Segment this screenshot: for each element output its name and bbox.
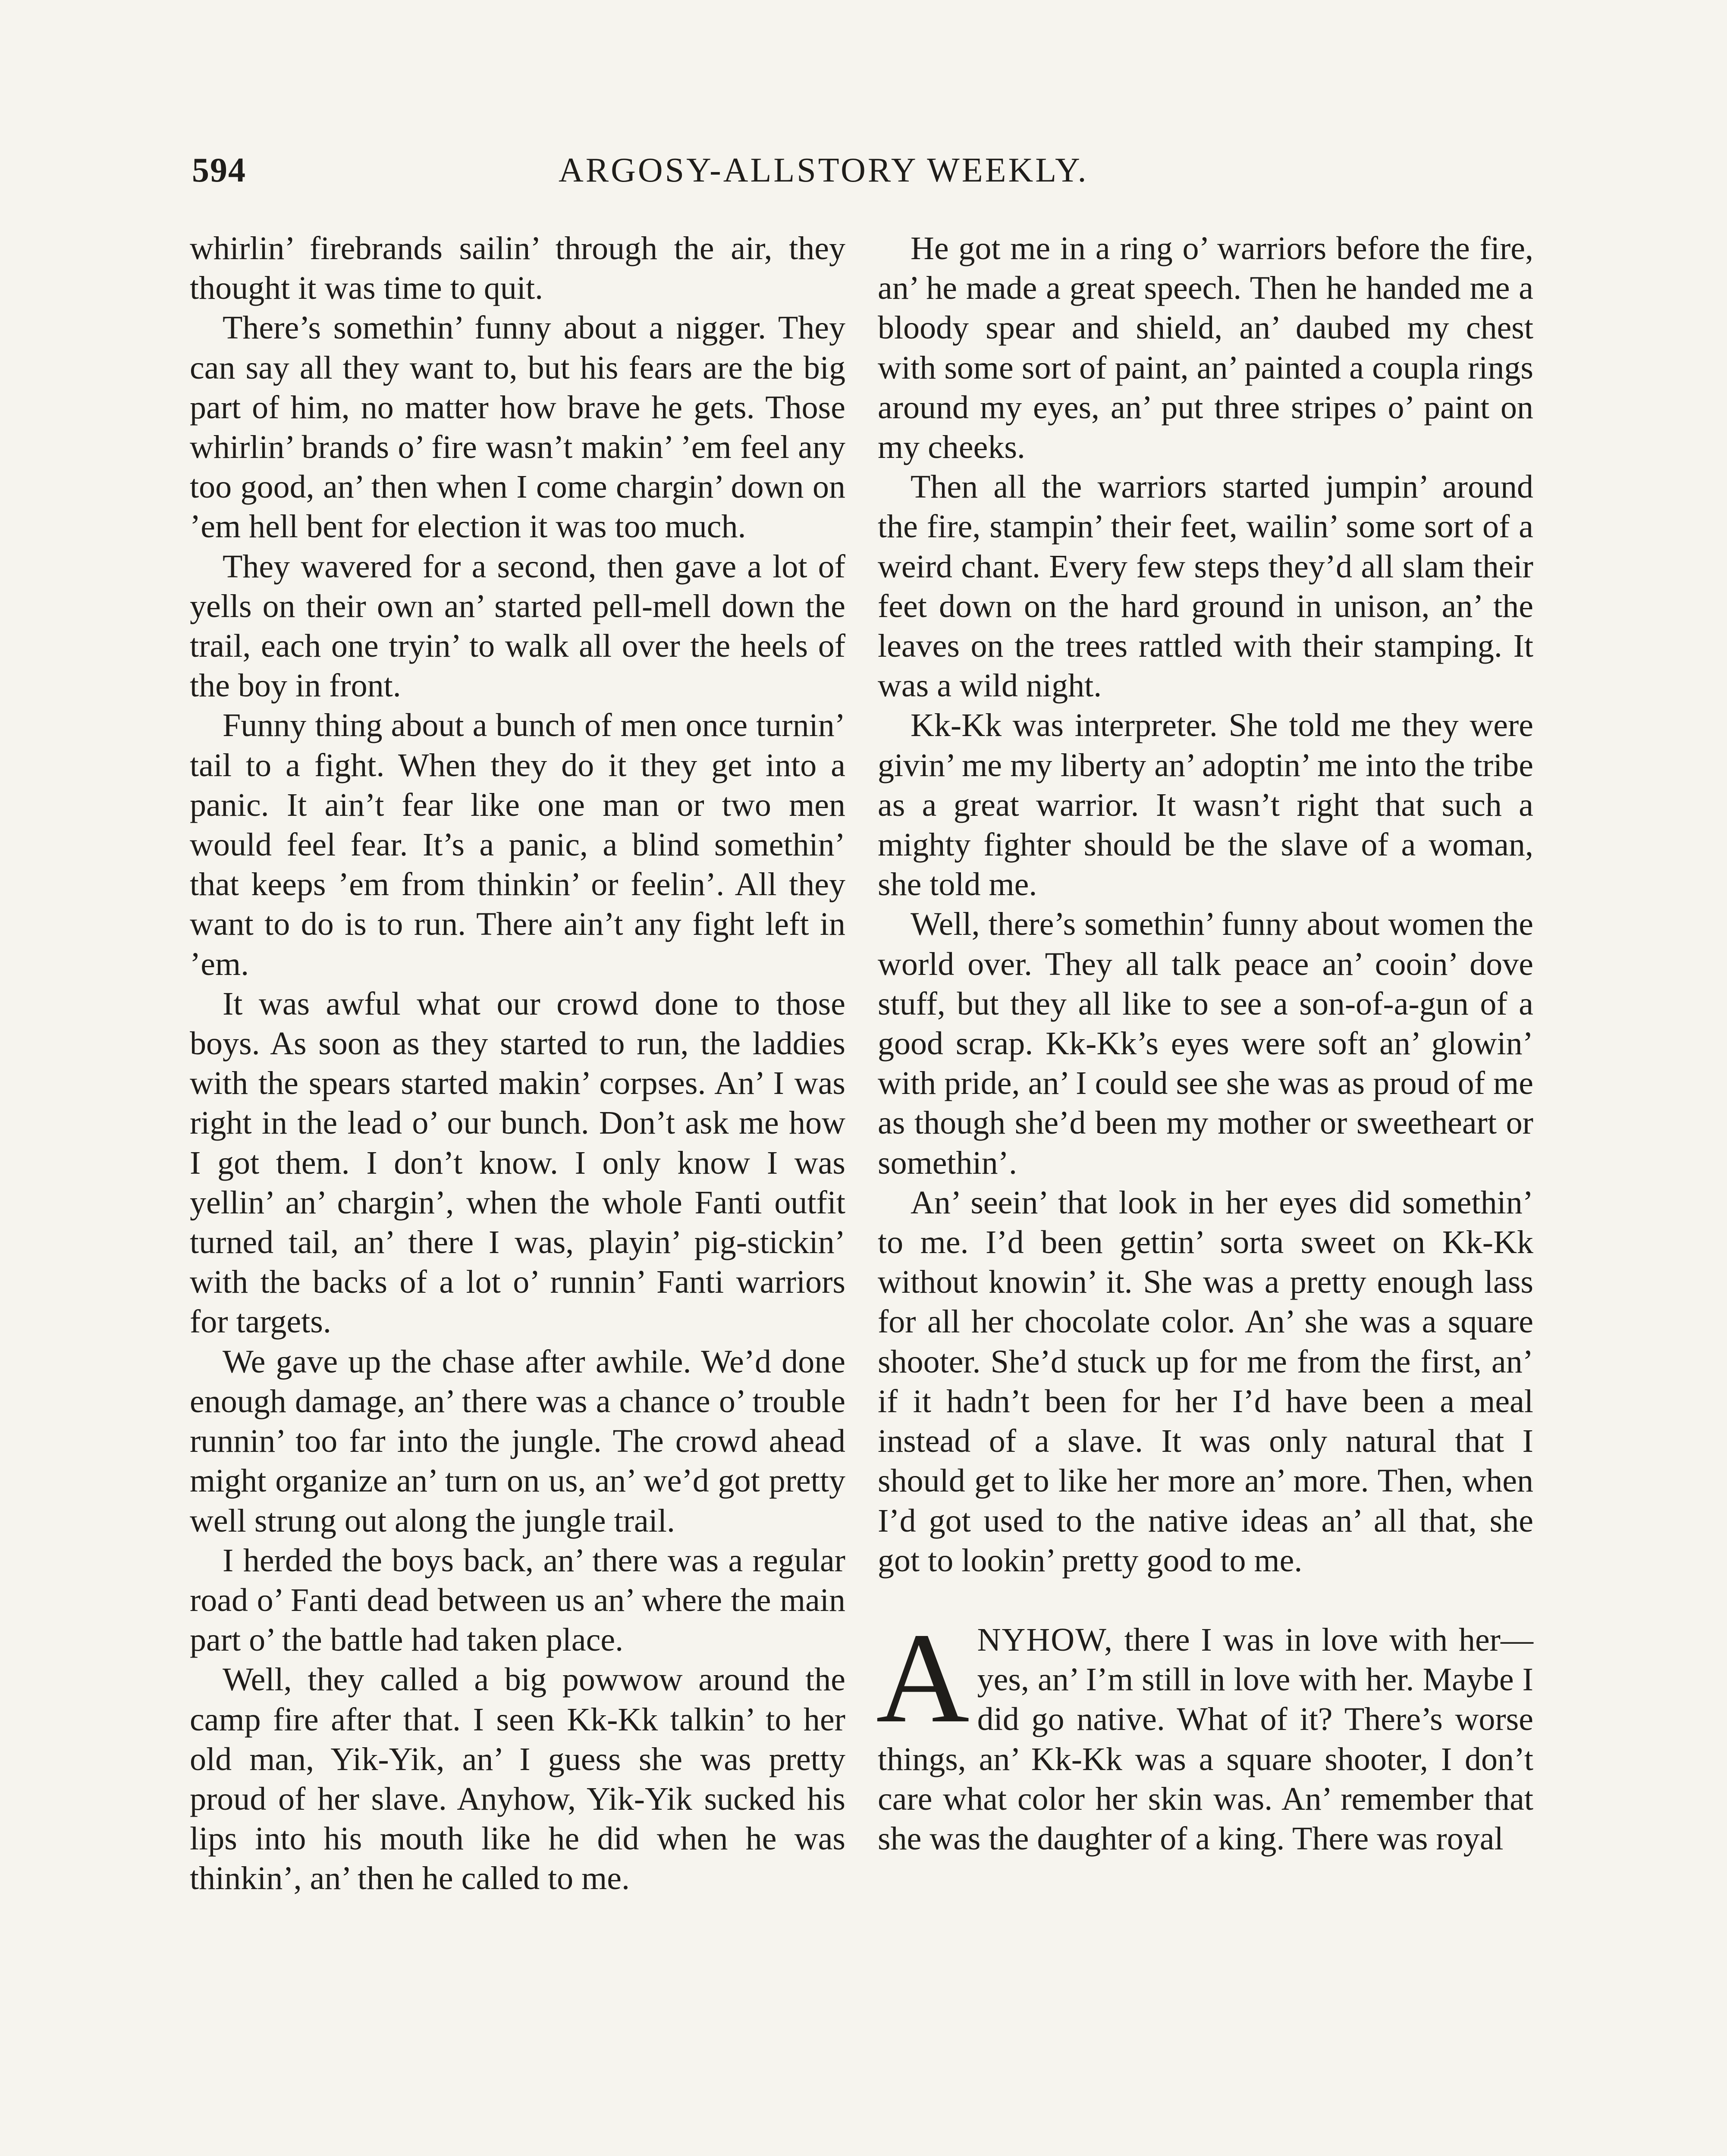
section-break [878, 1580, 1533, 1620]
paragraph: Well, they called a big powwow around the camp fire after that. I seen Kk-Kk talkin’ to her old man, Yik-Yik, an’ I guess she was pretty proud of her slave. Anyhow, Yik-Yik sucked his lips into his mouth like he did when he was thinkin’, an’ then he called to me. [190, 1661, 845, 1897]
paragraph: Kk-Kk was interpreter. She told me they were givin’ me my liberty an’ adoptin’ me into the tribe as a great warrior. It wasn’t right that such a mighty fighter should be the slave of a woman, she told me. [878, 707, 1533, 903]
paragraph: It was awful what our crowd done to those boys. As soon as they started to run, the laddies with the spears started makin’ corpses. An’ I was right in the lead o’ our bunch. Don’t ask me how I got them. I don’t know. I only know I was yellin’ an’ chargin’, when the whole Fanti outfit turned tail, an’ there I was, playin’ pig-stickin’ with the backs of a lot o’ runnin’ Fanti warriors for targets. [190, 985, 845, 1340]
paragraph-text: there I was in love with her—yes, an’ I’m still in love with her. Maybe I did go native. What of it? There’s worse things, an’ Kk-Kk was a square shooter, I don’t care what color her skin was. An’ remember that she was the daughter of a king. There was royal [878, 1621, 1533, 1857]
page-header [192, 151, 1546, 198]
opening-word: NYHOW, [977, 1621, 1113, 1658]
paragraph: Then all the warriors started jumpin’ around the fire, stampin’ their feet, wailin’ some sort of a weird chant. Every few steps they’d all slam their feet down on the hard ground in unison, an’ the leaves on the trees rattled with their stamping. It was a wild night. [878, 469, 1533, 704]
paragraph: whirlin’ firebrands sailin’ through the air, they thought it was time to quit. [190, 230, 845, 307]
left-column [190, 229, 845, 1899]
paragraph: I herded the boys back, an’ there was a regular road o’ Fanti dead between us an’ where the main part o’ the battle had taken place. [190, 1542, 845, 1658]
paragraph: An’ seein’ that look in her eyes did somethin’ to me. I’d been gettin’ sorta sweet on Kk-Kk without knowin’ it. She was a pretty enough lass for all her chocolate color. An’ she was a square shooter. She’d stuck up for me from the first, an’ if it hadn’t been for her I’d have been a meal instead of a slave. It was only natural that I should get to like her more an’ more. Then, when I’d got used to the native ideas an’ all that, she got to lookin’ pretty good to me. [878, 1184, 1533, 1579]
page-number: 594 [192, 151, 246, 189]
right-column [878, 229, 1533, 1858]
paragraph: Funny thing about a bunch of men once turnin’ tail to a fight. When they do it they get into a panic. It ain’t fear like one man or two men would feel fear. It’s a panic, a blind somethin’ that keeps ’em from thinkin’ or feelin’. All they want to do is to run. There ain’t any fight left in ’em. [190, 707, 845, 982]
paragraph: Well, there’s somethin’ funny about women the world over. They all talk peace an’ cooin’ dove stuff, but they all like to see a son-of-a-gun of a good scrap. Kk-Kk’s eyes were soft an’ glowin’ with pride, an’ I could see she was as proud of me as though she’d been my mother or sweetheart or somethin’. [878, 906, 1533, 1181]
paragraph: He got me in a ring o’ warriors before the fire, an’ he made a great speech. Then he handed me a bloody spear and shield, an’ daubed my chest with some sort of paint, an’ painted a coupla rings around my eyes, an’ put three stripes o’ paint on my cheeks. [878, 230, 1533, 466]
section-opening-paragraph [876, 1606, 1533, 1858]
paragraph: We gave up the chase after awhile. We’d done enough damage, an’ there was a chance o’ trouble runnin’ too far into the jungle. The crowd ahead might organize an’ turn on us, an’ we’d got pretty well strung out along the jungle trail. [190, 1343, 845, 1539]
drop-cap: A [876, 1606, 970, 1749]
running-head: ARGOSY-ALLSTORY WEEKLY. [559, 151, 1089, 189]
paragraph: There’s somethin’ funny about a nigger. They can say all they want to, but his fears are the big part of him, no matter how brave he gets. Those whirlin’ brands o’ fire wasn’t makin’ ’em feel any too good, an’ then when I come chargin’ down on ’em hell bent for election it was too much. [190, 310, 845, 545]
paragraph: They wavered for a second, then gave a lot of yells on their own an’ started pell-mell down the trail, each one tryin’ to walk all over the heels of the boy in front. [190, 548, 845, 704]
